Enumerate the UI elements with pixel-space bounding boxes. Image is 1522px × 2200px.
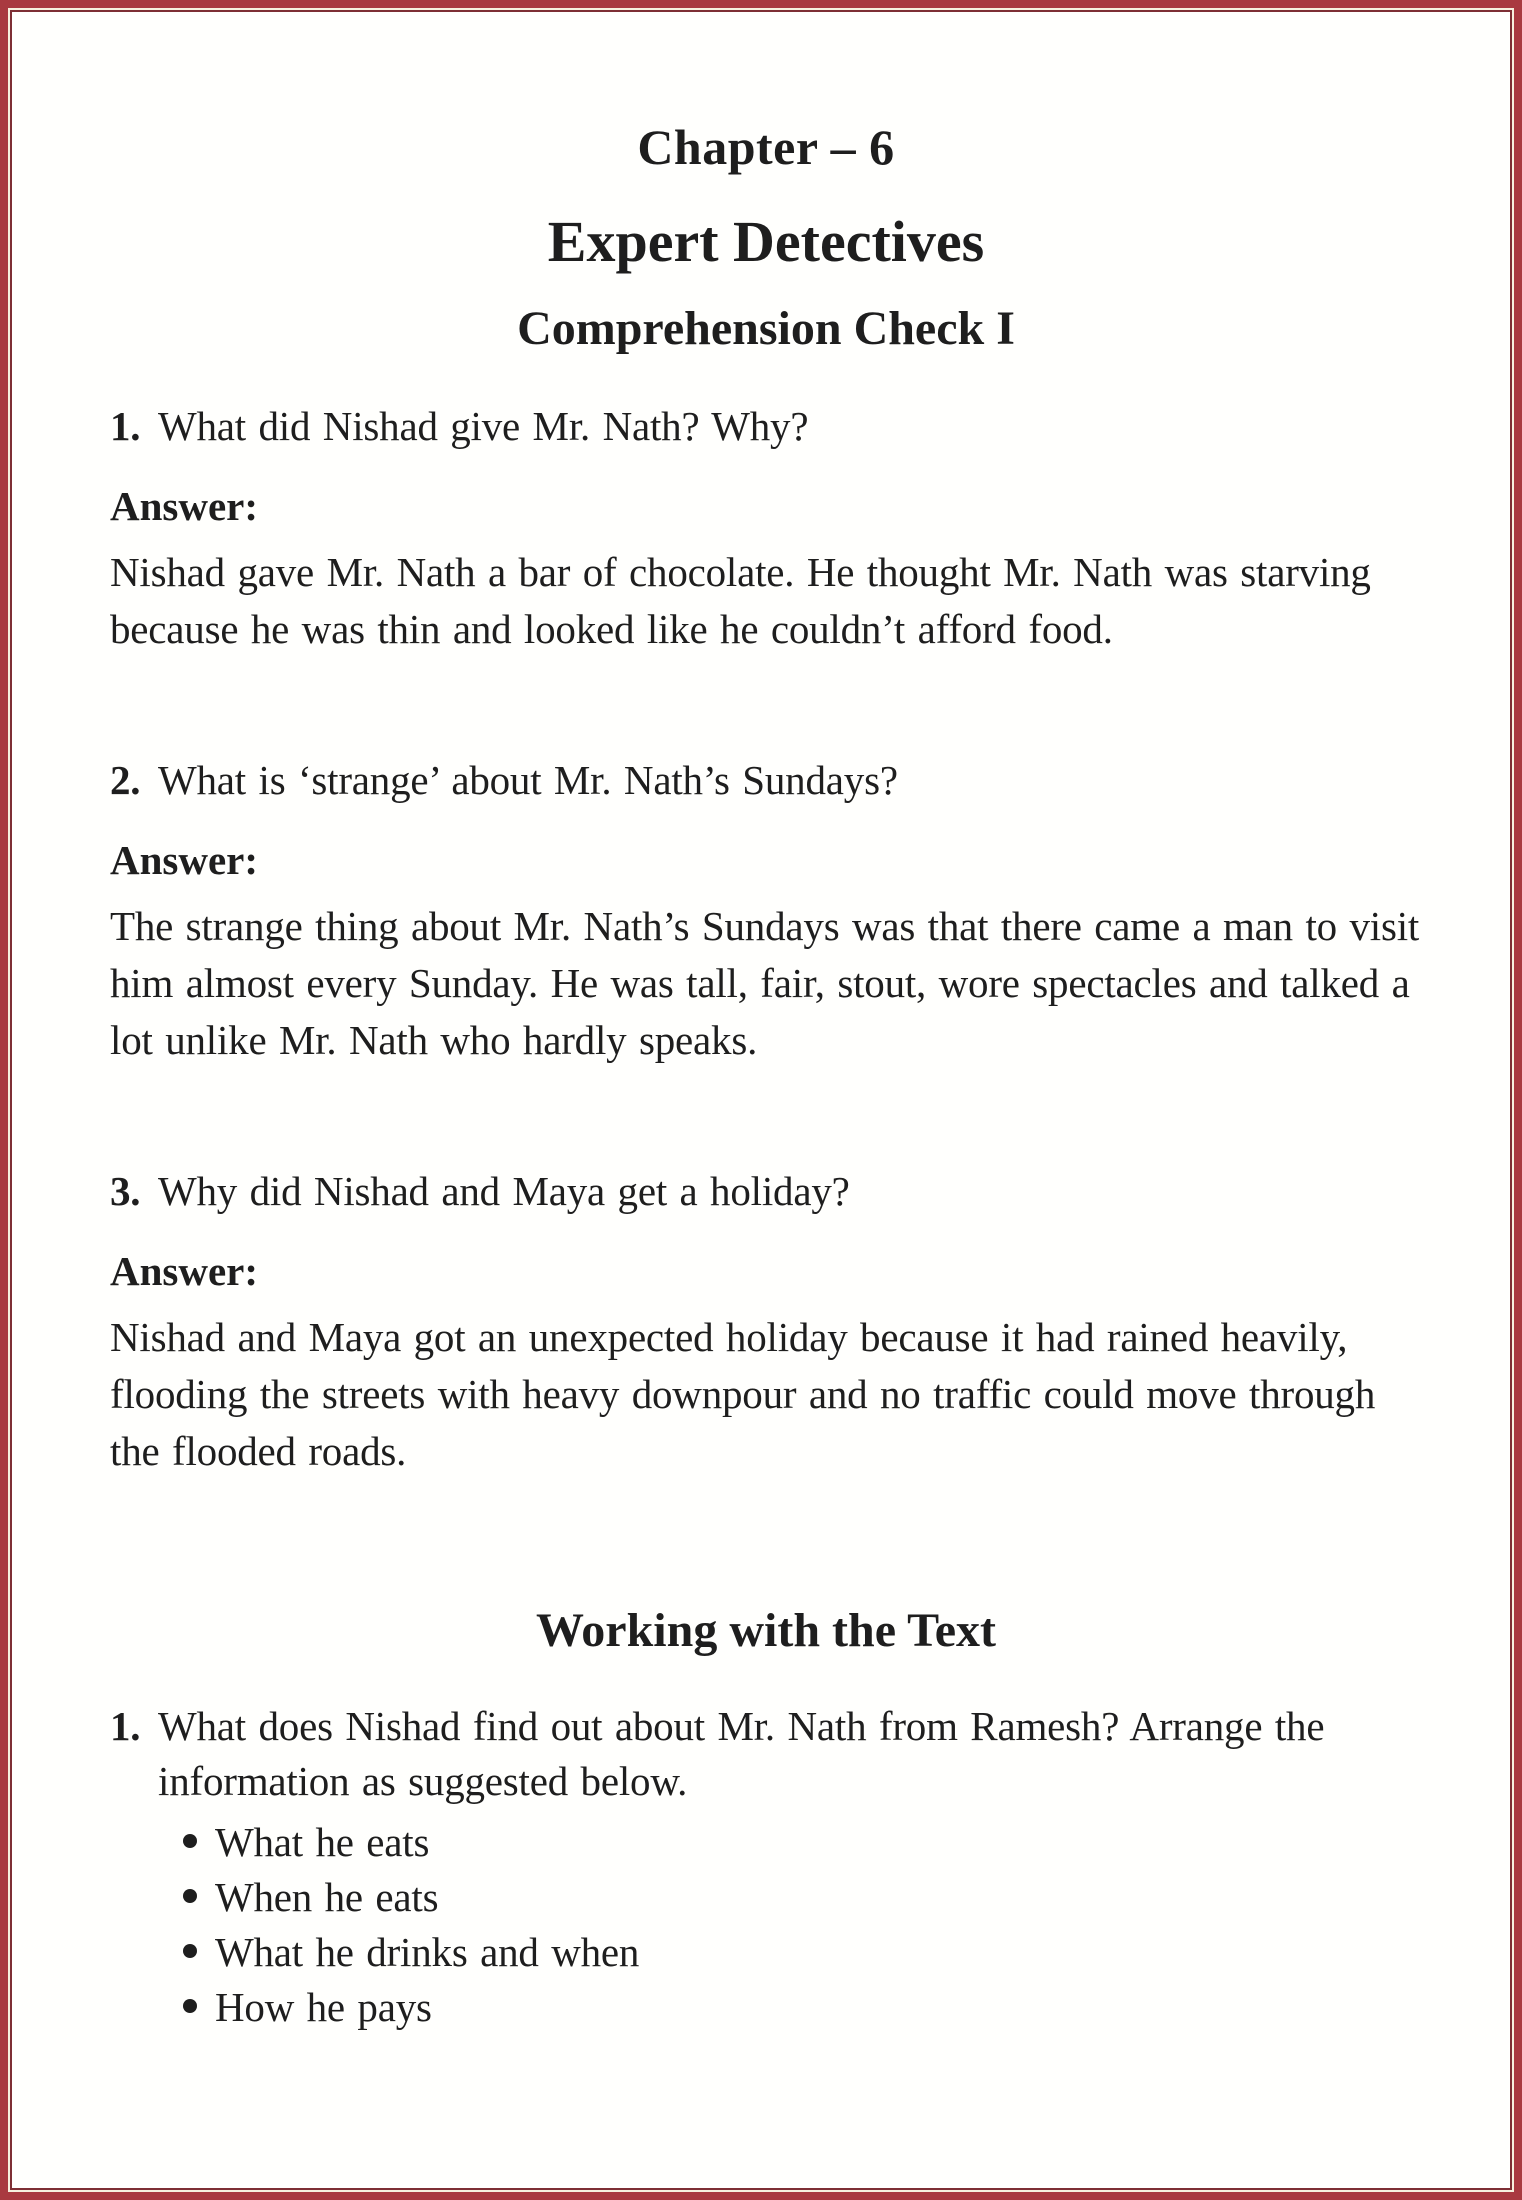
wwt-question-block-1 bbox=[110, 1699, 1422, 2035]
question-3-number: 3. bbox=[110, 1168, 141, 1214]
wwt-question-1-text: What does Nishad find out about Mr. Nath from Ramesh? Arrange the information as suggested below. bbox=[158, 1703, 1325, 1804]
answer-3-text: Nishad and Maya got an unexpected holiday because it had rained heavily, flooding the streets with heavy downpour and no traffic could move through the flooded roads. bbox=[110, 1314, 1376, 1474]
bullet-list bbox=[110, 1815, 1422, 2035]
answer-2-text: The strange thing about Mr. Nath’s Sundays was that there came a man to visit him almost every Sunday. He was tall, fair, stout, wore spectacles and talked a lot unlike Mr. Nath who hardly speaks. bbox=[110, 903, 1420, 1063]
page-border-gap bbox=[8, 8, 1514, 2192]
qa-block-3 bbox=[110, 1164, 1422, 1480]
bullet-item bbox=[183, 1980, 1422, 2035]
answer-2-label: Answer: bbox=[110, 837, 259, 883]
bullet-icon bbox=[183, 1944, 197, 1958]
bullet-item bbox=[183, 1925, 1422, 1980]
bullet-text: What he eats bbox=[215, 1819, 430, 1865]
document-page bbox=[10, 10, 1512, 2190]
wwt-question-1 bbox=[110, 1699, 1422, 1809]
chapter-heading: Chapter – 6 bbox=[637, 119, 895, 175]
lesson-title: Expert Detectives bbox=[547, 209, 985, 274]
bullet-text: When he eats bbox=[215, 1874, 439, 1920]
bullet-text: What he drinks and when bbox=[215, 1929, 640, 1975]
question-2-text: What is ‘strange’ about Mr. Nath’s Sundays? bbox=[158, 757, 898, 803]
question-1-number: 1. bbox=[110, 403, 141, 449]
question-2 bbox=[110, 753, 1422, 808]
bullet-item bbox=[183, 1870, 1422, 1925]
wwt-question-1-number: 1. bbox=[110, 1703, 141, 1749]
answer-3-label: Answer: bbox=[110, 1248, 259, 1294]
question-1 bbox=[110, 399, 1422, 454]
qa-block-1 bbox=[110, 399, 1422, 658]
question-1-text: What did Nishad give Mr. Nath? Why? bbox=[158, 403, 809, 449]
question-3-text: Why did Nishad and Maya get a holiday? bbox=[158, 1168, 850, 1214]
bullet-item bbox=[183, 1815, 1422, 1870]
bullet-icon bbox=[183, 1999, 197, 2013]
question-3 bbox=[110, 1164, 1422, 1219]
qa-block-2 bbox=[110, 753, 1422, 1069]
section-heading-working-with-text: Working with the Text bbox=[535, 1604, 997, 1657]
question-2-number: 2. bbox=[110, 757, 141, 803]
bullet-icon bbox=[183, 1834, 197, 1848]
answer-1-text: Nishad gave Mr. Nath a bar of chocolate. He thought Mr. Nath was starving because he was thin and looked like he couldn’t afford food. bbox=[110, 549, 1371, 652]
section-heading-comprehension-check: Comprehension Check I bbox=[517, 302, 1015, 355]
bullet-text: How he pays bbox=[215, 1984, 432, 2030]
answer-1-label: Answer: bbox=[110, 483, 259, 529]
bullet-icon bbox=[183, 1889, 197, 1903]
